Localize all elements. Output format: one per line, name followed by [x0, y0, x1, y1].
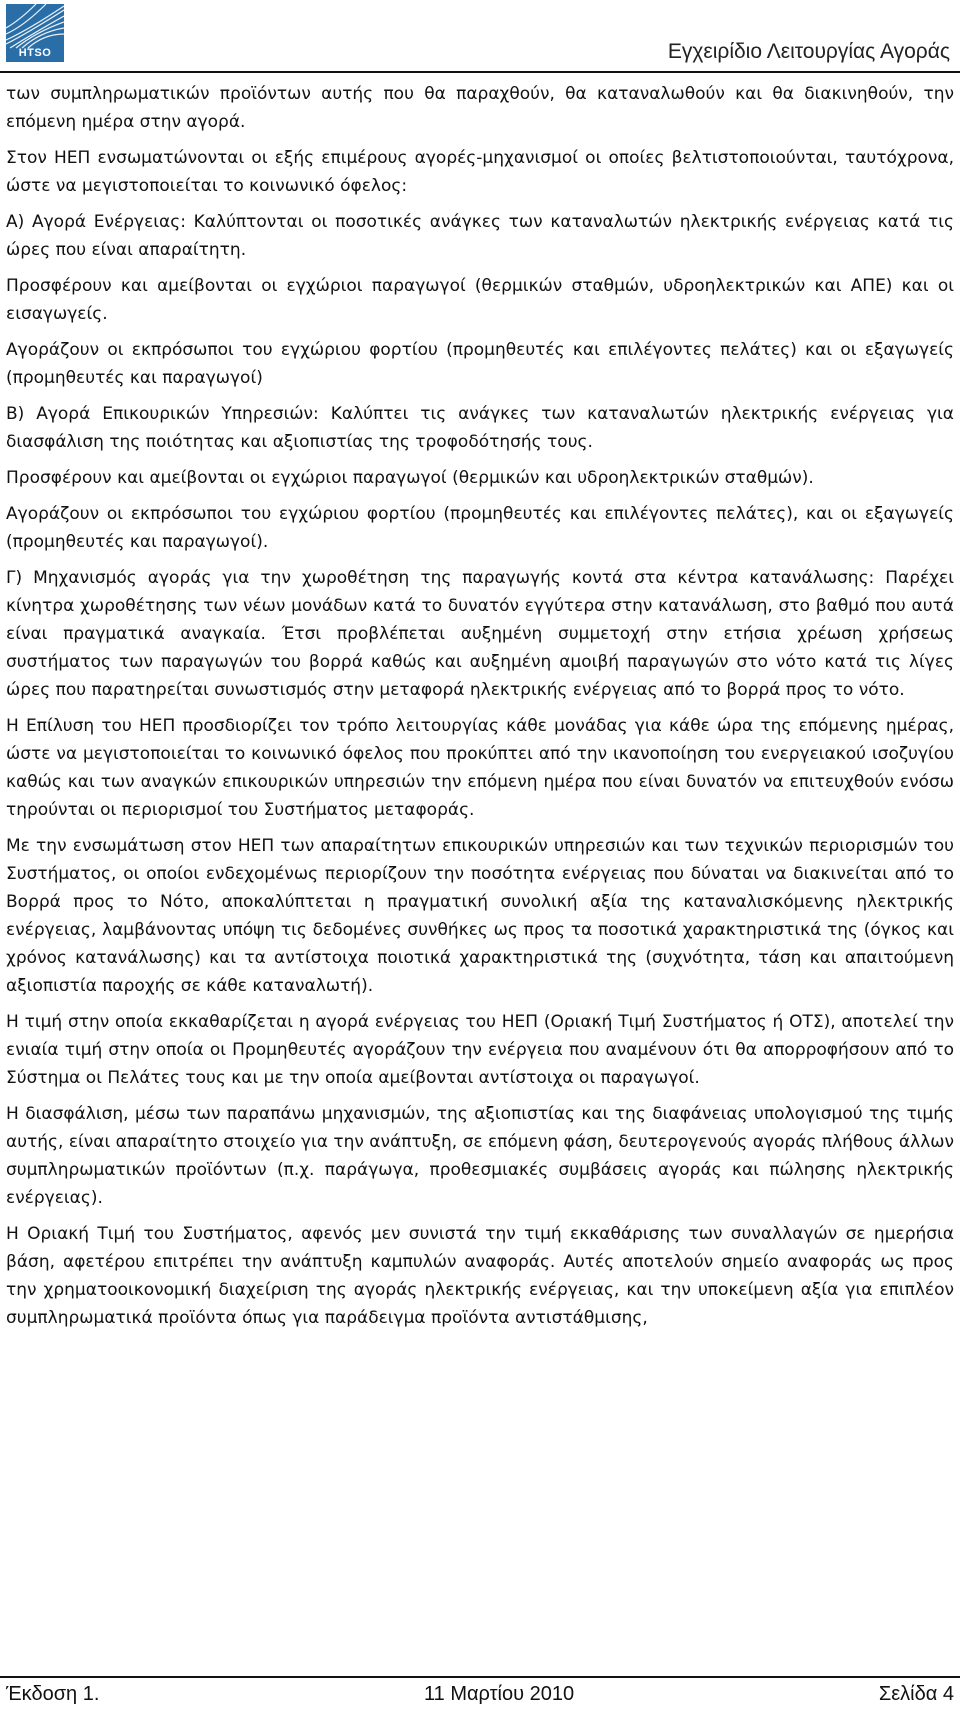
page-number: Σελίδα 4: [878, 1683, 954, 1705]
paragraph: Η διασφάλιση, μέσω των παραπάνω μηχανισμών, της αξιοπιστίας και της διαφάνειας υπολογισμού της τιμής αυτής, είναι απαραίτητο στοιχείο για την ανάπτυξη, σε επόμενη φάση, δευτερογενούς αγοράς πλήθους άλλων συμπληρωματικών προϊόντων (π.χ. παράγωγα, προθεσμιακές συμβάσεις αγοράς και πώλησης ηλεκτρικής ενέργειας).: [6, 1104, 954, 1208]
paragraph: Β) Αγορά Επικουρικών Υπηρεσιών: Καλύπτει τις ανάγκες των καταναλωτών ηλεκτρικής ενέργειας για διασφάλιση της ποιότητας και αξιοπιστίας της τροφοδότησής τους.: [6, 404, 954, 452]
paragraph: Στον ΗΕΠ ενσωματώνονται οι εξής επιμέρους αγορές-μηχανισμοί οι οποίες βελτιστοποιούνται, ταυτόχρονα, ώστε να μεγιστοποιείται το κοινωνικό όφελος:: [6, 148, 954, 196]
paragraph: Με την ενσωμάτωση στον ΗΕΠ των απαραίτητων επικουρικών υπηρεσιών και των τεχνικών περιορισμών του Συστήματος, οι οποίοι ενδεχομένως περιορίζουν την ποσότητα ενέργειας που δύναται να διακινείται από το Βορρά προς το Νότο, αποκαλύπτεται η πραγματική συνολική αξία της καταναλισκόμενης ηλεκτρικής ενέργειας, λαμβάνοντας υπόψη τις δεδομένες συνθήκες ως προς τα ποσοτικά χαρακτηριστικά της (όγκος και χρόνος κατανάλωσης) και τα αντίστοιχα ποιοτικά χαρακτηριστικά της (συχνότητα, τάση και απαιτούμενη αξιοπιστία παροχής σε κάθε καταναλωτή).: [6, 836, 954, 996]
paragraph: των συμπληρωματικών προϊόντων αυτής που θα παραχθούν, θα καταναλωθούν και θα διακινηθούν, την επόμενη ημέρα στην αγορά.: [6, 84, 954, 132]
paragraph: Η Οριακή Τιμή του Συστήματος, αφενός μεν συνιστά την τιμή εκκαθάρισης των συναλλαγών σε ημερήσια βάση, αφετέρου επιτρέπει την ανάπτυξη καμπυλών αναφοράς. Αυτές αποτελούν σημείο αναφοράς ως προς την χρηματοοικονομική διαχείριση της αγοράς ηλεκτρικής ενέργειας, και την υποκείμενη αξία για επιπλέον συμπληρωματικά προϊόντα όπως για παράδειγμα προϊόντα αντιστάθμισης,: [6, 1224, 954, 1328]
paragraph: Προσφέρουν και αμείβονται οι εγχώριοι παραγωγοί (θερμικών και υδροηλεκτρικών σταθμών).: [6, 468, 814, 488]
footer-divider: [0, 1676, 960, 1678]
document-title: Εγχειρίδιο Λειτουργίας Αγοράς: [667, 40, 950, 63]
paragraph: Αγοράζουν οι εκπρόσωποι του εγχώριου φορτίου (προμηθευτές και επιλέγοντες πελάτες), και οι εξαγωγείς (προμηθευτές και παραγωγοί).: [6, 504, 954, 552]
document-body: [6, 80, 954, 1340]
paragraph: Η τιμή στην οποία εκκαθαρίζεται η αγορά ενέργειας του ΗΕΠ (Οριακή Τιμή Συστήματος ή ΟΤΣ), αποτελεί την ενιαία τιμή στην οποία οι Προμηθευτές αγοράζουν την ενέργεια που αναμένουν ότι θα απορροφήσουν από το Σύστημα οι Πελάτες τους και με την οποία αμείβονται αντίστοιχα οι παραγωγοί.: [6, 1012, 954, 1088]
header-divider: [0, 71, 960, 73]
logo-text: HTSO: [18, 47, 52, 59]
date-label: 11 Μαρτίου 2010: [424, 1683, 575, 1705]
edition-label: Έκδοση 1.: [6, 1683, 100, 1705]
paragraph: Η Επίλυση του ΗΕΠ προσδιορίζει τον τρόπο λειτουργίας κάθε μονάδας για κάθε ώρα της επόμενης ημέρας, ώστε να μεγιστοποιείται το κοινωνικό όφελος που προκύπτει από την ικανοποίηση του ενεργειακού ισοζυγίου καθώς και των αναγκών επικουρικών υπηρεσιών την επόμενη ημέρα που είναι δυνατόν να επιτευχθούν ενόσω τηρούνται οι περιορισμοί του Συστήματος μεταφοράς.: [6, 716, 954, 820]
page-footer: [6, 1683, 954, 1711]
paragraph: Γ) Μηχανισμός αγοράς για την χωροθέτηση της παραγωγής κοντά στα κέντρα κατανάλωσης: Παρέχει κίνητρα χωροθέτησης των νέων μονάδων κατά το δυνατόν εγγύτερα στην κατανάλωση, στο βαθμό που αυτά είναι πραγματικά αναγκαία. Έτσι προβλέπεται αυξημένη συμμετοχή στην ετήσια χρέωση χρήσεως συστήματος των παραγωγών του βορρά καθώς και αυξημένη αμοιβή παραγωγών στο νότο κατά τις λίγες ώρες που παρατηρείται συνωστισμός στην μεταφορά ηλεκτρικής ενέργειας από το βορρά προς το νότο.: [6, 568, 954, 700]
paragraph: Α) Αγορά Ενέργειας: Καλύπτονται οι ποσοτικές ανάγκες των καταναλωτών ηλεκτρικής ενέργειας κατά τις ώρες που είναι απαραίτητη.: [6, 212, 954, 260]
htso-logo: [6, 4, 64, 62]
paragraph: Αγοράζουν οι εκπρόσωποι του εγχώριου φορτίου (προμηθευτές και επιλέγοντες πελάτες) και οι εξαγωγείς (προμηθευτές και παραγωγοί): [6, 340, 954, 388]
page-header: [0, 0, 960, 72]
paragraph: Προσφέρουν και αμείβονται οι εγχώριοι παραγωγοί (θερμικών σταθμών, υδροηλεκτρικών και ΑΠΕ) και οι εισαγωγείς.: [6, 276, 954, 324]
